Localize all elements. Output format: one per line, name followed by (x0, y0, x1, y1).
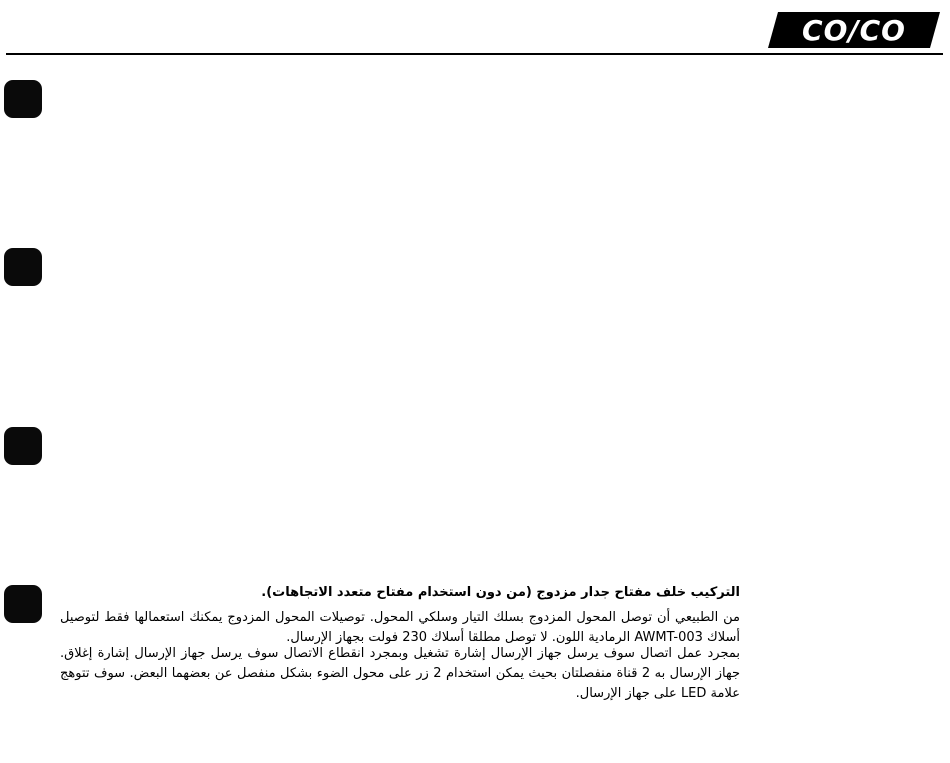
section-double-wall-switch (60, 584, 740, 704)
step-marker-3 (4, 427, 42, 465)
coco-logo (768, 12, 940, 48)
step-marker-2 (4, 248, 42, 286)
section-heading: التركيب خلف مفتاح جدار مزدوج (من دون استخدام مفتاح متعدد الاتجاهات). (261, 585, 740, 600)
transmitter-paragraph: بمجرد عمل اتصال سوف يرسل جهاز الإرسال إشارة تشغيل وبمجرد انقطاع الاتصال سوف يرسل جهاز الإرسال إشارة إغلاق. جهاز الإرسال به 2 قناة منفصلتان بحيث يمكن استخدام 2 زر على محول الضوء بشكل منفصل عن بعضهما البعض. سوف تتوهج علامة LED على جهاز الإرسال. (60, 646, 740, 701)
step-marker-1 (4, 80, 42, 118)
wiring-paragraph: من الطبيعي أن توصل المحول المزدوج بسلك التيار وسلكي المحول. توصيلات المحول المزدوج يمكنك استعمالها فقط لتوصيل أسلاك AWMT-003 الرمادية اللون. لا توصل مطلقا أسلاك 230 فولت بجهاز الإرسال. (60, 610, 740, 645)
svg-text:CO/CO: CO/CO (802, 14, 906, 47)
step-marker-4 (4, 585, 42, 623)
header-divider (6, 53, 943, 55)
